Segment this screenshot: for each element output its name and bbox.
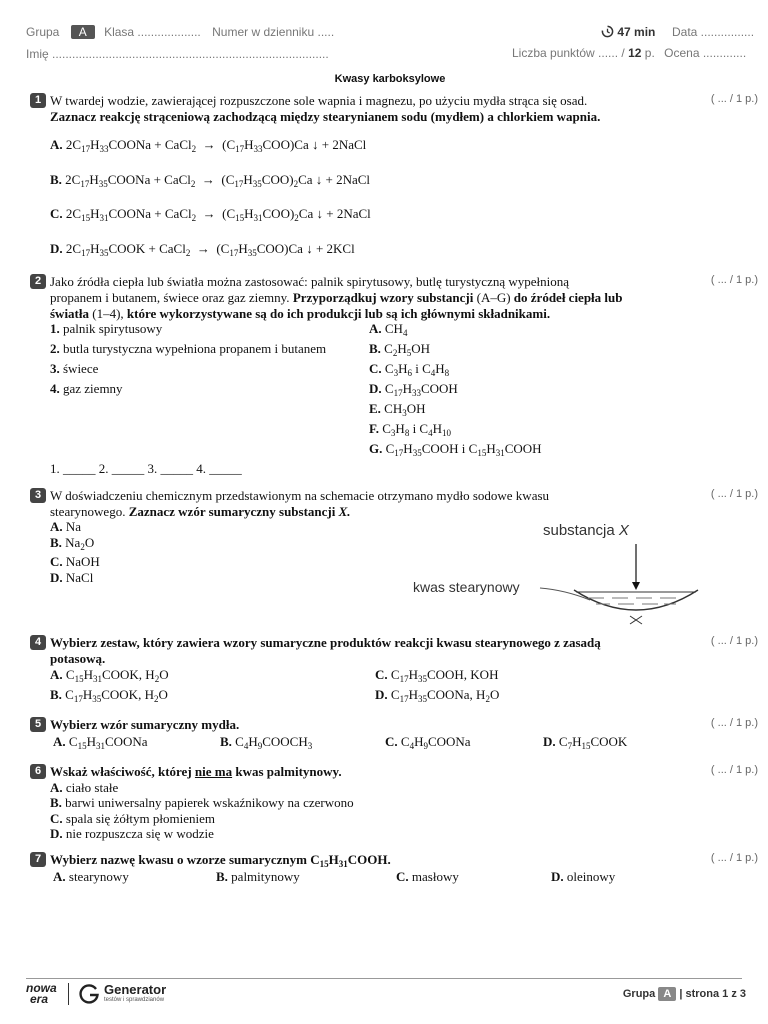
q7-option-d[interactable]: D. oleinowy: [551, 869, 616, 884]
q2-source-1: 1. palnik spirytusowy: [50, 321, 163, 336]
tripod-cross: [630, 616, 642, 624]
q2-answer-fields[interactable]: 1. _____ 2. _____ 3. _____ 4. _____: [50, 461, 242, 476]
question-7-number: 7: [30, 852, 46, 867]
question-2-line-2d: do źródeł ciepła lub: [513, 290, 623, 305]
footer-page-info: [623, 987, 746, 1001]
q7-option-c[interactable]: C. masłowy: [396, 869, 459, 884]
clock-icon: [601, 25, 614, 38]
arrow-head: [632, 582, 640, 590]
question-2-line-3b: (1–4),: [92, 306, 124, 321]
q4-option-a[interactable]: A. $C_{15}H_{31}COOK$, $H_2O$: [50, 667, 169, 684]
date-field[interactable]: Data ................: [672, 25, 755, 39]
generator-g-icon: [78, 983, 100, 1005]
points-suffix: p.: [644, 46, 655, 60]
q6-option-d[interactable]: D. nie rozpuszcza się w wodzie: [50, 826, 214, 841]
q2-source-2: 2. butla turystyczna wypełniona propanem i butanem: [50, 341, 327, 356]
q2-substance-c: C. $C_3H_6$ i $C_4H_8$: [369, 361, 450, 378]
question-2-points: ( ... / 1 p.): [710, 274, 758, 286]
q2-substance-d: D. $C_{17}H_{33}COOH$: [369, 381, 458, 398]
q1-option-c[interactable]: C. $2C_{15}H_{31}COONa$ + CaCl$_2$ → $(C_{15}H_{31}COO)_2Ca$ ↓ + 2NaCl: [50, 206, 371, 223]
group-value: A: [71, 25, 95, 39]
question-6-number: 6: [30, 764, 46, 779]
leader-line: [540, 588, 590, 600]
question-2-line-3c: które wykorzystywane są do ich produkcji lub są ich głównymi składnikami.: [126, 306, 551, 321]
q4-option-b[interactable]: B. $C_{17}H_{35}COOK$, $H_2O$: [50, 687, 168, 704]
q3-option-d[interactable]: D. NaCl: [50, 570, 94, 585]
footer-group-label: Grupa: [622, 988, 656, 1000]
q6-option-a[interactable]: A. ciało stałe: [50, 780, 119, 795]
question-3-text: [50, 488, 549, 520]
q2-substance-f: F. $C_3H_8$ i $C_4H_{10}$: [369, 421, 451, 438]
question-7-points: ( ... / 1 p.): [710, 852, 758, 864]
time-limit: 47 min: [617, 25, 656, 39]
question-1-number: 1: [30, 93, 46, 108]
footer-divider: [26, 978, 742, 979]
group-label: Grupa: [26, 25, 60, 39]
grade-field[interactable]: Ocena .............: [664, 46, 747, 60]
question-2-line-2b: Przyporządkuj wzory substancji: [292, 290, 474, 305]
question-3-line-2a: stearynowego.: [50, 504, 126, 519]
points-label: Liczba punktów ...... /: [512, 46, 625, 60]
q6-option-b[interactable]: B. barwi uniwersalny papierek wskaźnikowy na czerwono: [50, 795, 354, 810]
points-max: 12: [628, 46, 642, 60]
evaporating-dish: [574, 590, 698, 610]
question-6-text: Wskaż właściwość, której nie ma kwas palmitynowy.: [50, 764, 342, 779]
question-1-command: Zaznacz reakcję strąceniową zachodzącą między stearynianem sodu (mydłem) a chlorkiem wapnia.: [50, 109, 601, 124]
question-3-line-2c: X.: [338, 504, 351, 519]
q4-option-c[interactable]: C. $C_{17}H_{35}COOH$, KOH: [375, 667, 499, 684]
question-5-number: 5: [30, 717, 46, 732]
question-4-line-1: Wybierz zestaw, który zawiera wzory sumaryczne produktów reakcji kwasu stearynowego z zasadą: [50, 635, 601, 650]
class-field[interactable]: Klasa ...................: [104, 25, 201, 39]
question-7-text: Wybierz nazwę kwasu o wzorze sumarycznym $C_{15}H_{31}COOH$.: [50, 852, 391, 869]
question-4-text: [50, 635, 601, 667]
question-2-number: 2: [30, 274, 46, 289]
question-2-line-2a: propanem i butanem, świece oraz gaz ziemny.: [50, 290, 290, 305]
q5-option-d[interactable]: D. $C_7H_{15}COOK$: [543, 734, 628, 751]
question-2-line-2c: (A–G): [476, 290, 511, 305]
q2-substance-a: A. $CH_4$: [369, 321, 408, 338]
q1-option-d[interactable]: D. $2C_{17}H_{35}COOK$ + CaCl$_2$ → $(C_{17}H_{35}COO)Ca$ ↓ + 2KCl: [50, 241, 355, 258]
question-3-number: 3: [30, 488, 46, 503]
q3-option-c[interactable]: C. NaOH: [50, 554, 100, 569]
question-2-text: [50, 274, 700, 322]
question-4-points: ( ... / 1 p.): [710, 635, 758, 647]
generator-title: Generator: [104, 982, 167, 997]
header-row-1: [26, 25, 334, 39]
nowa-era-logo: nowa era: [26, 981, 57, 1006]
q3-option-a[interactable]: A. Na: [50, 519, 82, 534]
diagram-label-substance: substancja X: [543, 522, 629, 539]
question-1-intro: W twardej wodzie, zawierającej rozpuszczone sole wapnia i magnezu, po użyciu mydła strąca się osad.: [50, 93, 588, 108]
question-6-points: ( ... / 1 p.): [710, 764, 758, 776]
question-3-line-2b: Zaznacz wzór sumaryczny substancji: [128, 504, 336, 519]
header-time: [601, 25, 655, 39]
q5-option-b[interactable]: B. $C_4H_9COOCH_3$: [220, 734, 313, 751]
q2-source-3: 3. świece: [50, 361, 99, 376]
q4-option-d[interactable]: D. $C_{17}H_{35}COONa$, $H_2O$: [375, 687, 500, 704]
points-summary: [512, 46, 746, 60]
question-2-line-3a: światła: [50, 306, 89, 321]
experiment-diagram: [400, 520, 700, 630]
name-field[interactable]: Imię ...................................................................................: [26, 47, 329, 61]
q2-source-4: 4. gaz ziemny: [50, 381, 123, 396]
q5-option-c[interactable]: C. $C_4H_9COONa$: [385, 734, 471, 751]
question-4-number: 4: [30, 635, 46, 650]
generator-subtitle: testów i sprawdzianów: [104, 997, 165, 1003]
diagram-label-acid: kwas stearynowy: [413, 579, 520, 595]
q7-option-a[interactable]: A. stearynowy: [53, 869, 129, 884]
q1-option-a[interactable]: A. $2C_{17}H_{33}COONa$ + CaCl$_2$ → $(C_{17}H_{33}COO)Ca$ ↓ + 2NaCl: [50, 137, 367, 154]
q5-option-a[interactable]: A. $C_{15}H_{31}COONa$: [53, 734, 148, 751]
q3-option-b[interactable]: B. $Na_2O$: [50, 535, 95, 552]
q1-option-b[interactable]: B. $2C_{17}H_{35}COONa$ + CaCl$_2$ → $(C_{17}H_{35}COO)_2Ca$ ↓ + 2NaCl: [50, 172, 371, 189]
footer-page-number: | strona 1 z 3: [679, 988, 746, 1000]
q2-substance-e: E. $CH_3OH$: [369, 401, 426, 418]
question-5-points: ( ... / 1 p.): [710, 717, 758, 729]
question-1-points: ( ... / 1 p.): [710, 93, 758, 105]
register-number-field[interactable]: Numer w dzienniku .....: [212, 25, 335, 39]
question-5-text: Wybierz wzór sumaryczny mydła.: [50, 717, 240, 732]
q7-option-b[interactable]: B. palmitynowy: [216, 869, 300, 884]
q6-option-c[interactable]: C. spala się żółtym płomieniem: [50, 811, 215, 826]
q2-substance-g: G. $C_{17}H_{35}COOH$ i $C_{15}H_{31}COOH$: [369, 441, 542, 458]
question-1-text: [50, 93, 600, 125]
question-3-line-1: W doświadczeniu chemicznym przedstawionym na schemacie otrzymano mydło sodowe kwasu: [50, 488, 550, 503]
footer-group-value: A: [658, 987, 676, 1001]
question-3-points: ( ... / 1 p.): [710, 488, 758, 500]
logo-separator: [68, 983, 69, 1005]
q2-substance-b: B. $C_2H_5OH$: [369, 341, 431, 358]
page-title: Kwasy karboksylowe: [334, 73, 446, 85]
question-4-line-2: potasową.: [50, 651, 106, 666]
dish-svg: [400, 520, 700, 630]
question-2-line-1: Jako źródła ciepła lub światła można zastosować: palnik spirytusowy, butlę turystyczną wypełnioną: [50, 274, 570, 289]
